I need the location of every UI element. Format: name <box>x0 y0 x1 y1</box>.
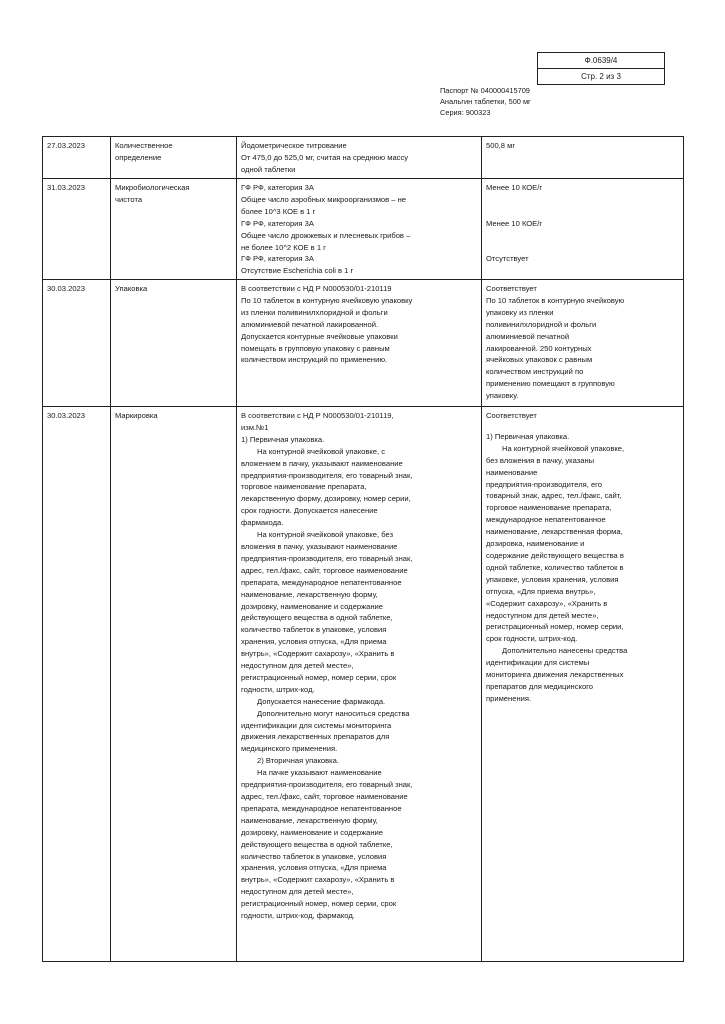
norm-cell <box>237 407 482 962</box>
norm-text: Дополнительно могут наноситься средства <box>257 708 410 718</box>
result-cell <box>482 179 684 280</box>
result-text: поливинилхлоридной и фольги <box>486 319 597 329</box>
result-text: применения. <box>486 693 532 703</box>
norm-text: Отсутствие Escherichia coli в 1 г <box>241 266 354 276</box>
date-text: 31.03.2023 <box>47 183 86 192</box>
date-text: 30.03.2023 <box>47 284 86 293</box>
result-cell <box>482 280 684 407</box>
norm-text: регистрационный номер, номер серии, срок <box>241 672 397 682</box>
norm-text: хранения, условия отпуска, «Для приема <box>241 637 387 647</box>
norm-cell <box>237 179 482 280</box>
norm-text: На пачке указывают наименование <box>257 768 382 778</box>
table-row <box>43 137 684 179</box>
result-text: содержание действующего вещества в <box>486 550 624 560</box>
result-text: алюминиевой печатной <box>486 331 570 341</box>
result-text: Менее 10 КОЕ/г <box>486 218 543 228</box>
indicator-text: чистота <box>115 194 143 204</box>
form-code-box <box>537 52 665 85</box>
norm-text: адрес, тел./факс, сайт, торговое наименование <box>241 792 408 801</box>
result-text: Соответствует <box>486 411 537 420</box>
norm-text: действующего вещества в одной таблетке, <box>241 839 393 849</box>
norm-text: изм.№1 <box>241 422 269 432</box>
norm-text: Общее число дрожжевых и плесневых грибов – <box>241 230 411 240</box>
result-text: лакированной. 250 контурных <box>486 343 592 353</box>
norm-text: идентификации для системы мониторинга <box>241 720 392 730</box>
result-text: торговое наименование препарата, <box>486 503 612 513</box>
result-text: упаковку из пленки <box>486 307 554 317</box>
norm-text: Йодометрическое титрование <box>241 141 347 150</box>
result-text: препаратов для медицинского <box>486 681 594 691</box>
norm-text: количество таблеток в упаковке, условия <box>241 625 387 635</box>
result-text: По 10 таблеток в контурную ячейковую <box>486 295 625 305</box>
result-text: наименование <box>486 467 538 477</box>
norm-text: В соответствии с НД Р N000530/01-210119, <box>241 411 394 420</box>
norm-text: медицинского применения. <box>241 744 338 754</box>
norm-text: предприятия-производителя, его товарный знак, <box>241 470 413 480</box>
norm-text: более 10^3 КОЕ в 1 г <box>241 206 316 216</box>
norm-text: алюминиевой печатной лакированной. <box>241 319 379 329</box>
page-number: Стр. 2 из 3 <box>538 68 664 84</box>
passport-header <box>440 85 531 118</box>
table-row <box>43 280 684 407</box>
test-results-table <box>42 136 684 962</box>
test-date <box>43 407 111 962</box>
norm-text: По 10 таблеток в контурную ячейковую упаковку <box>241 295 413 305</box>
date-text: 30.03.2023 <box>47 411 86 420</box>
norm-text: из пленки поливинилхлоридной и фольги <box>241 307 388 317</box>
norm-text: ГФ РФ, категория 3А <box>241 254 314 264</box>
result-text: недоступном для детей месте», <box>486 610 599 620</box>
result-cell <box>482 407 684 962</box>
test-date <box>43 179 111 280</box>
norm-text: дозировку, наименование и содержание <box>241 827 384 837</box>
norm-cell <box>237 280 482 407</box>
result-text: «Содержит сахарозу», «Хранить в <box>486 598 608 608</box>
result-text: количеством инструкций по <box>486 367 584 377</box>
test-date <box>43 137 111 179</box>
indicator-cell <box>111 179 237 280</box>
norm-text: ГФ РФ, категория 3А <box>241 218 314 228</box>
norm-text: одной таблетки <box>241 164 296 174</box>
result-text: предприятия-производителя, его <box>486 479 603 489</box>
result-text: применению помещают в групповую <box>486 379 615 389</box>
result-text: мониторинга движения лекарственных <box>486 670 624 680</box>
norm-text: срок годности. Допускается нанесение <box>241 506 378 516</box>
result-text: Отсутствует <box>486 254 529 264</box>
result-text: 500,8 мг <box>486 141 516 150</box>
norm-text: помещать в групповую упаковку с равным <box>241 343 390 353</box>
indicator-text: Упаковка <box>115 284 148 293</box>
norm-text: не более 10^2 КОЕ в 1 г <box>241 242 326 252</box>
norm-text: фармакода. <box>241 518 284 528</box>
norm-text: 2) Вторичная упаковка. <box>257 756 339 766</box>
norm-text: торговое наименование препарата, <box>241 482 367 492</box>
table-row <box>43 179 684 280</box>
table-row <box>43 407 684 962</box>
result-text: 1) Первичная упаковка. <box>486 431 570 441</box>
result-text: Менее 10 КОЕ/г <box>486 183 543 192</box>
date-text: 27.03.2023 <box>47 141 86 150</box>
norm-text: От 475,0 до 525,0 мг, считая на среднюю массу <box>241 152 409 162</box>
result-text: отпуска, «Для приема внутрь», <box>486 586 596 596</box>
norm-text: наименование, лекарственную форму, <box>241 815 378 825</box>
norm-text: годности, штрих-код. <box>241 684 315 694</box>
norm-text: Общее число аэробных микроорганизмов – не <box>241 194 407 204</box>
norm-text: препарата, международное непатентованное <box>241 803 402 813</box>
norm-cell <box>237 137 482 179</box>
indicator-cell <box>111 407 237 962</box>
norm-text: хранения, условия отпуска, «Для приема <box>241 863 387 873</box>
norm-text: внутрь», «Содержит сахарозу», «Хранить в <box>241 875 395 885</box>
norm-text: ГФ РФ, категория 3А <box>241 183 314 192</box>
result-text: одной таблетке, количество таблеток в <box>486 562 624 572</box>
form-code: Ф.0639/4 <box>584 56 618 65</box>
result-text: Дополнительно нанесены средства <box>502 646 628 656</box>
norm-text: В соответствии с НД Р N000530/01-210119 <box>241 284 392 293</box>
result-text: без вложения в пачку, указаны <box>486 455 595 465</box>
indicator-text: Маркировка <box>115 411 158 420</box>
result-text: На контурной ячейковой упаковке, <box>502 443 625 453</box>
norm-text: Допускается нанесение фармакода. <box>257 696 386 706</box>
norm-text: действующего вещества в одной таблетке, <box>241 613 393 623</box>
norm-text: годности, штрих-код, фармакод. <box>241 911 355 921</box>
product-name: Анальгин таблетки, 500 мг <box>440 97 531 106</box>
series-number: Серия: 900323 <box>440 108 491 117</box>
result-text: дозировка, наименование и <box>486 539 585 549</box>
norm-text: лекарственную форму, дозировку, номер серии, <box>241 494 411 504</box>
norm-text: адрес, тел./факс, сайт, торговое наименование <box>241 565 408 575</box>
test-date <box>43 280 111 407</box>
norm-text: количеством инструкций по применению. <box>241 355 388 365</box>
norm-text: На контурной ячейковой упаковке, с <box>257 446 386 456</box>
result-text: идентификации для системы <box>486 658 590 668</box>
result-text: международное непатентованное <box>486 515 606 525</box>
norm-text: вложения в пачку, указывают наименование <box>241 541 398 551</box>
indicator-text: определение <box>115 152 162 162</box>
result-cell <box>482 137 684 179</box>
norm-text: предприятия-производителя, его товарный знак, <box>241 553 413 563</box>
result-text: товарный знак, адрес, тел./факс, сайт, <box>486 491 622 501</box>
norm-text: регистрационный номер, номер серии, срок <box>241 899 397 909</box>
norm-text: количество таблеток в упаковке, условия <box>241 851 387 861</box>
result-text: Соответствует <box>486 284 537 293</box>
indicator-cell <box>111 137 237 179</box>
norm-text: недоступном для детей месте», <box>241 887 354 897</box>
result-text: наименование, лекарственная форма, <box>486 527 623 537</box>
indicator-text: Микробиологическая <box>115 183 190 192</box>
norm-text: вложением в пачку, указывают наименование <box>241 458 403 468</box>
norm-text: На контурной ячейковой упаковке, без <box>257 530 394 540</box>
result-text: срок годности, штрих-код. <box>486 634 578 644</box>
norm-text: наименование, лекарственную форму, <box>241 589 378 599</box>
result-text: регистрационный номер, номер серии, <box>486 622 624 632</box>
result-text: упаковке, условия хранения, условия <box>486 574 619 584</box>
norm-text: движения лекарственных препаратов для <box>241 732 390 742</box>
norm-text: препарата, международное непатентованное <box>241 577 402 587</box>
indicator-cell <box>111 280 237 407</box>
norm-text: Допускается контурные ячейковые упаковки <box>241 331 398 341</box>
passport-number: Паспорт № 040000415709 <box>440 86 530 95</box>
norm-text: дозировку, наименование и содержание <box>241 601 384 611</box>
norm-text: недоступном для детей месте», <box>241 661 354 671</box>
norm-text: 1) Первичная упаковка. <box>241 434 325 444</box>
norm-text: внутрь», «Содержит сахарозу», «Хранить в <box>241 649 395 659</box>
result-text: ячейковых упаковок с равным <box>486 355 593 365</box>
norm-text: предприятия-производителя, его товарный знак, <box>241 780 413 790</box>
result-text: упаковку. <box>486 391 519 401</box>
indicator-text: Количественное <box>115 141 173 150</box>
